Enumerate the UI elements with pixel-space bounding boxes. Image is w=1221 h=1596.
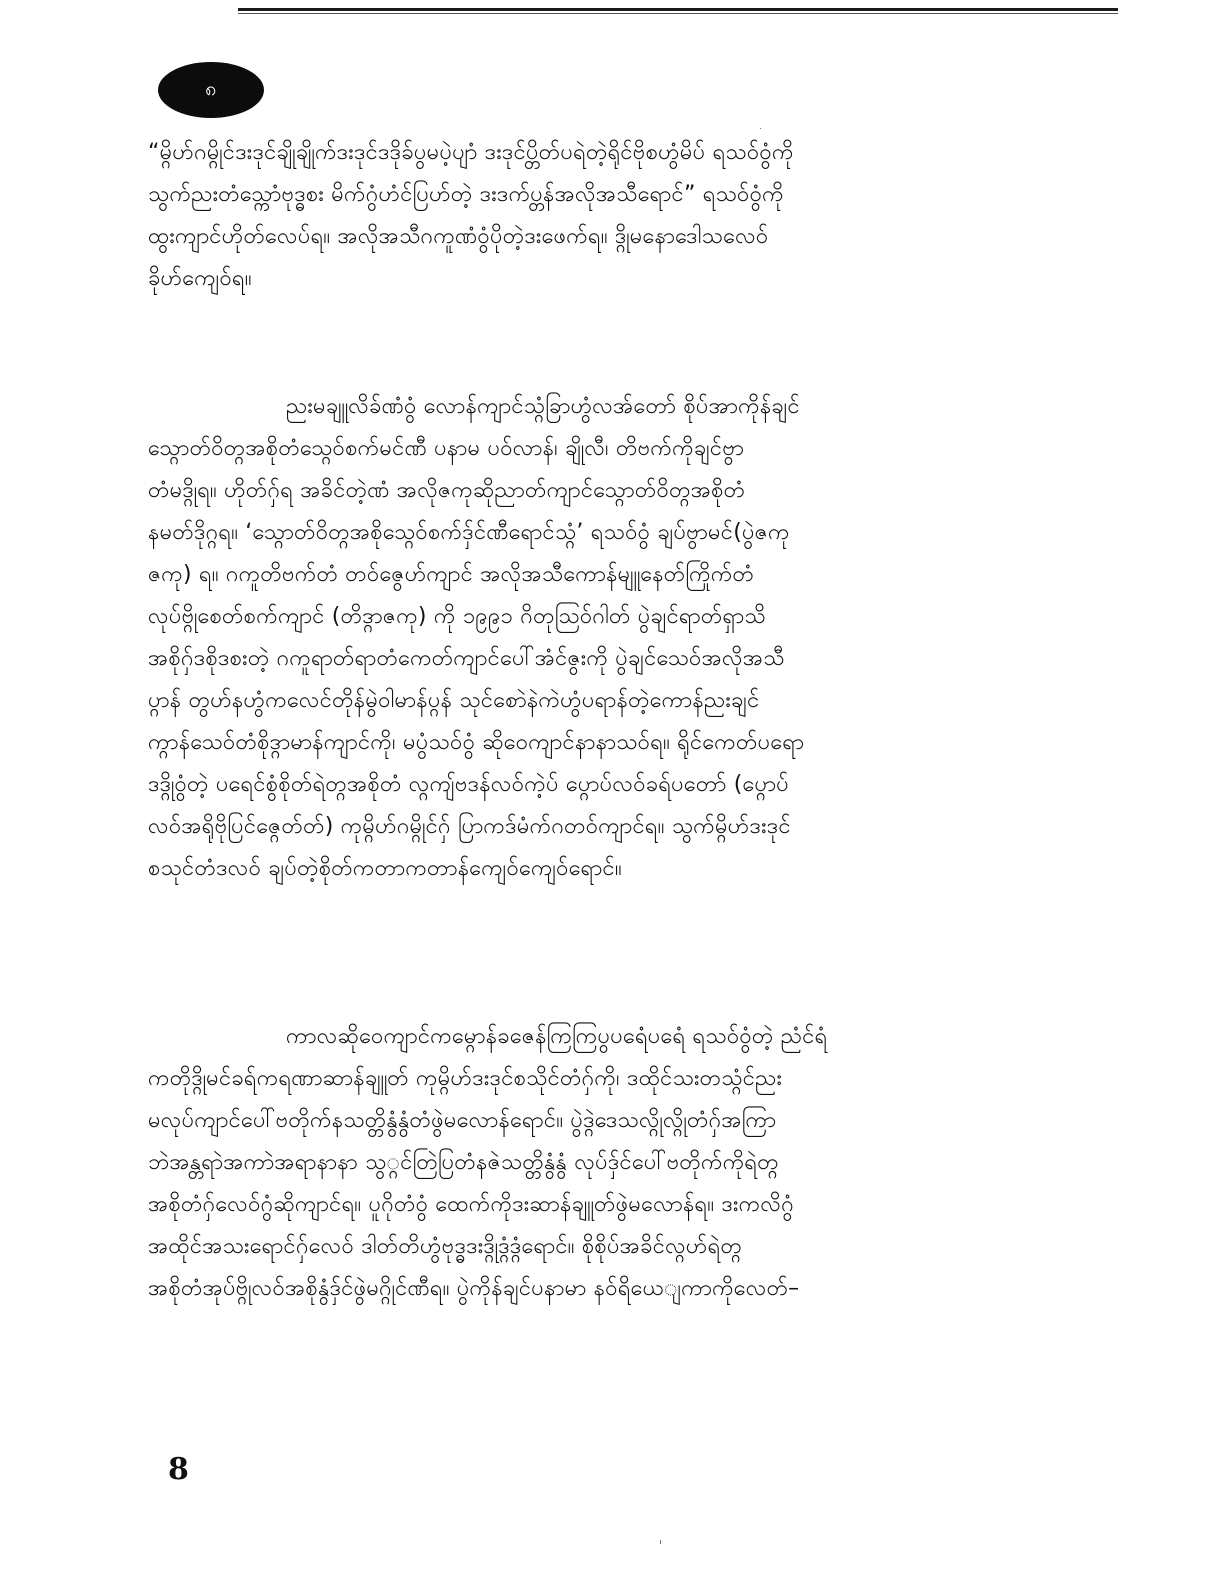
chapter-marker-badge xyxy=(158,62,264,118)
paragraph-line: “မ္ဂိဟ်ဂမ္ဂိုင်ဒးဒုင်ချိုချိုက်ဒးဒုင်ဒဒိုခ်ပွမပဲ့ပျာံ ဒးဒုင်ပ္တိတ်ပရဲတဲ့ရိုင်ဗိုစဟွံမိပ် ရသဝ်ဝွံကို xyxy=(148,140,794,165)
paragraph-line: အစိုတံအုပ်ဗ္ဂိုလဝ်အစိုနွံဒှ်င်ဖွဲမဂ္ဂိုင်ဏီရ။ ပွဲကိုန်ချင်ပနာမာ နဝ်ရိယေျကာကိုလေတ်– xyxy=(148,1276,800,1301)
paragraph-line: တံမဒ္ဂိုရ။ ဟိုတ်ဂှ်ရ အခိင်တဲ့ဏံ အလိုဇကုဆိုညာတ်ကျာင်သ္ဂောတ်ဝိတ္ဂအစိုတံ xyxy=(148,478,746,503)
paragraph-line: ပ္ဂာန် တွဟ်နဟွံကလေင်တိုန်မွဲဝါမာန်ပ္ဂန် သုင်စောဲနဲကဲဟွံပရာန်တဲ့ကောန်ညးချင် xyxy=(148,688,760,713)
paragraph-line: လဝ်အရိုဗိုပြင်ဇ္ဂေတ်တ်) ကုမ္ဂိဟ်ဂမ္ဂိုင်ဂှ် ပြာကဒ်မံက်ဂတဝ်ကျာင်ရ။ သွက်မ္ဂိဟ်ဒးဒုင် xyxy=(148,814,791,839)
scan-speck xyxy=(660,1540,661,1544)
paragraph-line: ကာလဆိုဝေကျာင်ကမ္ဂောန်ခဇေန်ကြကြပွပရေံပရေံ ရသဝ်ဝွံတဲ့ ညံင်ရံ xyxy=(286,1024,828,1049)
paragraph-2 xyxy=(148,386,1062,890)
paragraph-line: အစိုတံဂှ်လေဝ်ဂွံဆိုကျာင်ရ။ ပူဂိုတံဝွံ ထေက်ကိုဒးဆာန်ချူတ်ဖွဲမလောန်ရ။ ဒးကလိဂွံ xyxy=(148,1192,794,1217)
paragraph-line: ကတိုဒ္ဂိုမင်ခရ်ကရဏာဆာန်ချူတ် ကုမ္ဂိဟ်ဒးဒုင်စသိုင်တံဂှ်ကို၊ ဒထိုင်သးတသ္ဂံင်ညး xyxy=(148,1066,783,1091)
paragraph-line: စသုင်တံဒလဝ် ချပ်တဲ့စိုတ်ကတာကတာန်ကျေဝ်ကျေဝ်ရောင်။ xyxy=(148,856,622,881)
top-rule xyxy=(238,8,1118,11)
paragraph-line: လုပ်ဗ္ဂိုစေတ်စက်ကျာင် (တိဒ္ဂာဇကု) ကို ၁၉၉၁ ဂိတုသြဝ်ဂါတ် ပွဲချင်ရာတ်ရှာသိ xyxy=(148,604,766,629)
paragraph-line: မလုပ်ကျာင်ပေါ်ဗတိုက်နသတ္တိနွံနွံတံဖွဲမလောန်ရောင်။ ပွဲဒ္ဂဲဒေသလ္ဂိုလ္ဂိုတံဂှ်အကြာ xyxy=(148,1108,777,1133)
paragraph-line: ထွးကျာင်ဟိုတ်လေပ်ရ။ အလိုအသီဂကူဏံဝွံပိုတဲ့ဒးဖေက်ရ။ ဒ္ဂိုမနောဒေါသလေဝ် xyxy=(148,224,769,249)
chapter-marker-numeral: ၈ xyxy=(205,76,217,100)
paragraph-line: ဒဒ္ဂိုဝွံတဲ့ ပရေင်စွံစိုတ်ရဲတ္ဂအစိုတံ လ္ဂကျ်ဗဒန်လဝ်ကဲ့ပ် ပ္ဂောပ်လဝ်ခရ်ပတော် (ပ္ဂောပ် xyxy=(148,772,789,797)
paragraph-line: ခိုဟ်ကျေဝ်ရ။ xyxy=(148,266,252,291)
paragraph-line: ဇကု) ရ။ ဂကူတိဗက်တံ တဝ်ဇွေဟ်ကျာင် အလိုအသီကောန်မျူနေတ်ကြိုက်တံ xyxy=(148,562,755,587)
paragraph-line: ညးမချူလိခ်ဏံဝွံ လောန်ကျာင်သ္ဂံခြာဟွံလအ်တော် စိုပ်အာကိုန်ချင် xyxy=(286,394,800,419)
paragraph-line: အစိုဂှ်ဒစိုဒစးတဲ့ ဂကူရာတ်ရာတံကေတ်ကျာင်ပေါ်အံင်ဇွးကို ပွဲချင်သေဝ်အလိုအသီ xyxy=(148,646,785,671)
paragraph-line: သွက်ညးတံသ္ကောံဗုဒ္ဓစး မိက်ဂွံဟံင်ပြဟ်တဲ့ ဒးဒက်ပ္တန်အလိုအသီရောင်” ရသဝ်ဝွံကို xyxy=(148,182,784,207)
paragraph-1 xyxy=(148,132,1062,300)
paragraph-3 xyxy=(148,1016,1062,1310)
paragraph-line: ဘဲအန္တရာဲအကာဲအရာနာနာ သွ္ဂင်တြဲပြတံနဇဲသတ္တိနွံနွံ လုပ်ဒှ်င်ပေါ်ဗတိုက်ကိုရဲတ္ဂ xyxy=(148,1150,779,1175)
paragraph-line: က္ဂာန်သေဝ်တံစိုဒ္ဂာမာန်ကျာင်ကို၊ မပွံသဝ်ဝွံ ဆိုဝေကျာင်နာနာသဝ်ရ။ ရိုင်ကေတ်ပရော xyxy=(148,730,805,755)
paragraph-line: နမတ်ဒိုဂ္ဂရ။ ‘သ္ဂောတ်ဝိတ္ဂအစိုသ္ဂေဝ်စက်ဒှ်င်ဏီရောင်သ္ဂံ’ ရသဝ်ဝွံ ချပ်ဗွာမင်(ပွဲဇကု xyxy=(148,520,790,545)
scan-speck xyxy=(760,128,761,129)
paragraph-line: သ္ဂောတ်ဝိတ္ဂအစိုတံသ္ဂေဝ်စက်မင်ဏီ ပနာမ ပဝ်လာန်၊ ချိုလီ၊ တိဗက်ကိုချင်ဗွာ xyxy=(148,436,745,461)
page-number: 8 xyxy=(168,1452,189,1487)
paragraph-line: အထိုင်အသးရောင်ဂှ်လေဝ် ဒါတ်တိဟွံဗုဒ္ဓဒးဒ္ဂိုဒ္ဂံဒ္ဂံရောင်။ စိုစိုပ်အခိင်လ္ဂဟ်ရဲတ္ဂ xyxy=(148,1234,743,1259)
